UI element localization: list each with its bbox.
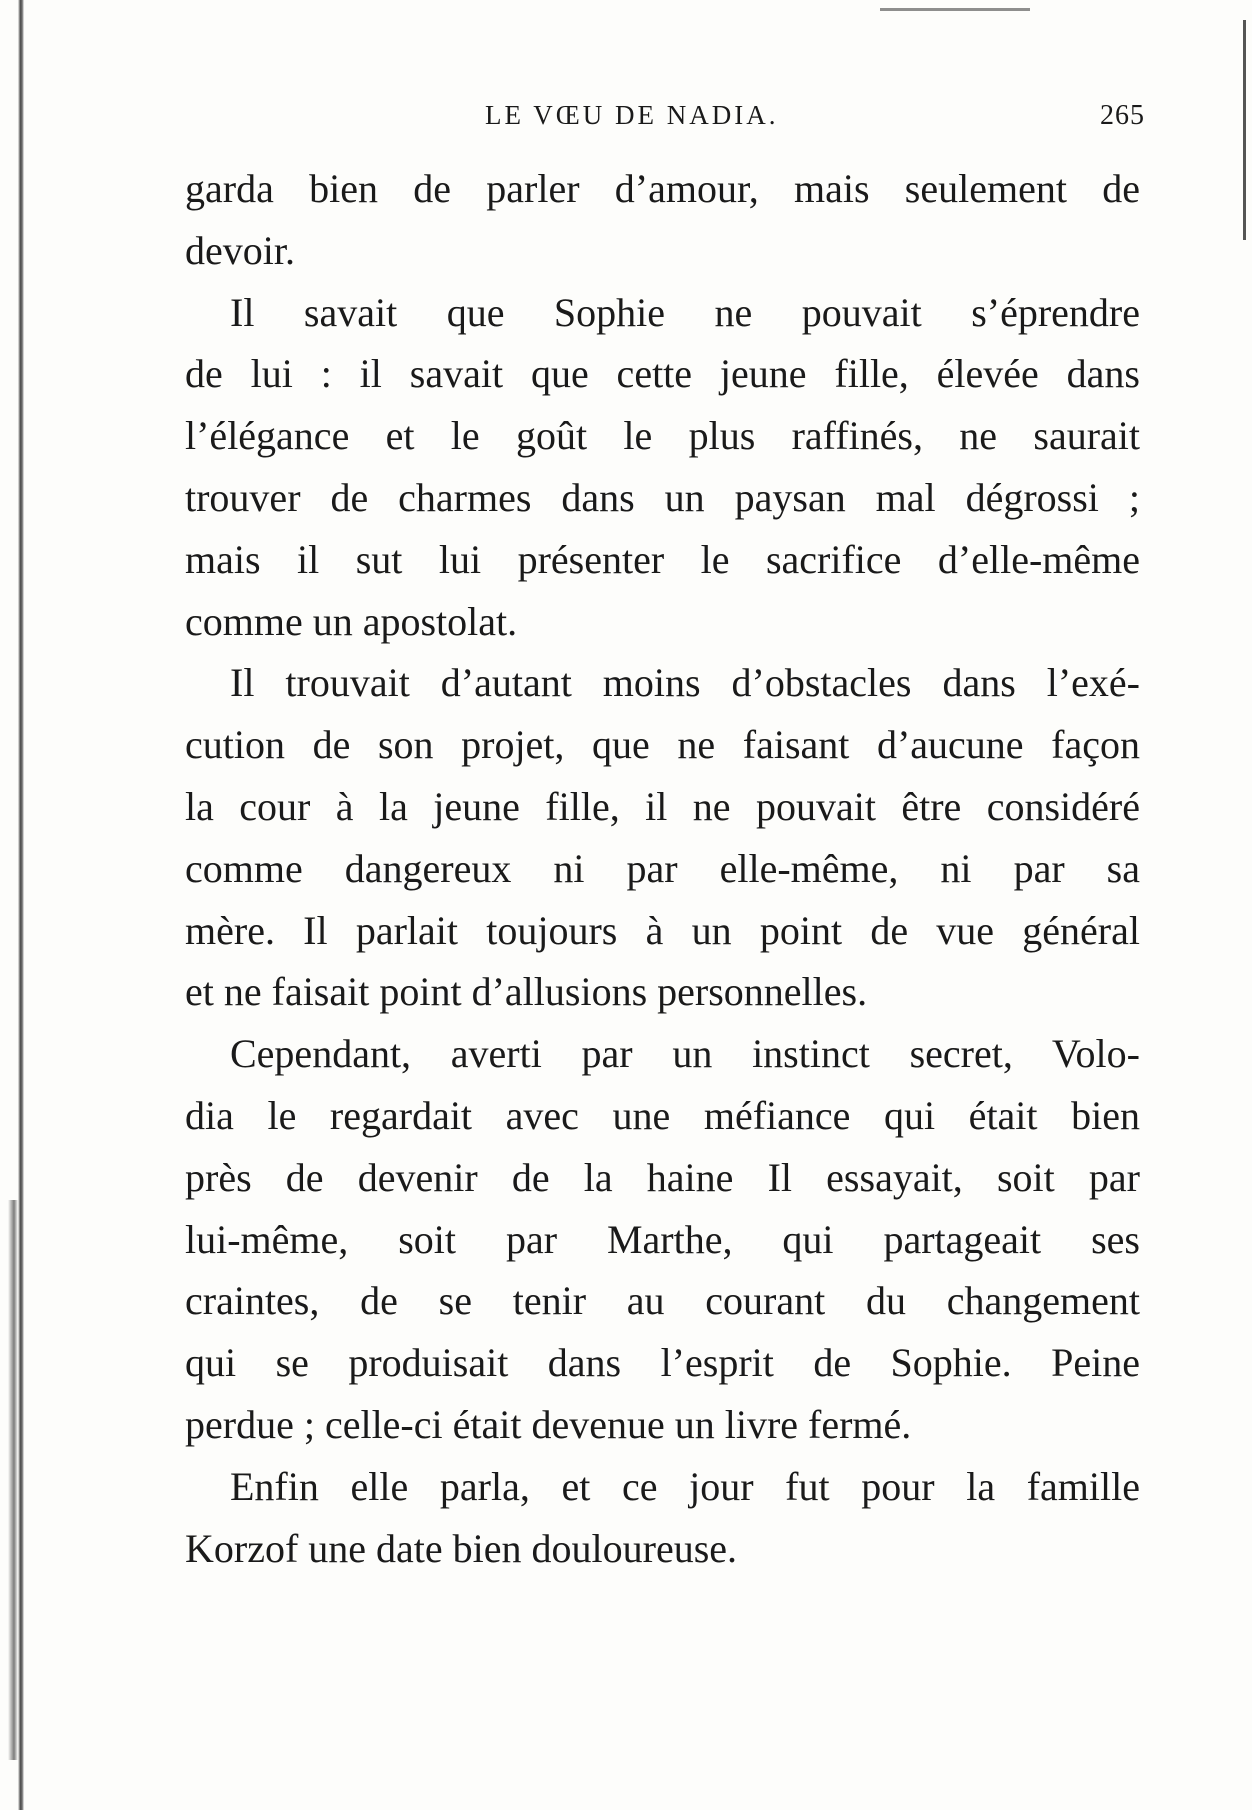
text-line: et ne faisait point d’allusions personnelles.: [185, 969, 868, 1015]
text-line: Il savait que Sophie ne pouvait s’éprendre: [230, 289, 1140, 335]
text-line: près de devenir de la haine Il essayait, soit par: [185, 1154, 1140, 1200]
running-title: LE VŒU DE NADIA.: [485, 100, 779, 130]
page-edge-right: [1243, 20, 1246, 240]
page-edge-top: [880, 8, 1030, 11]
text-line: Il trouvait d’autant moins d’obstacles dans l’exé-: [230, 660, 1140, 706]
text-line: comme dangereux ni par elle-même, ni par sa: [185, 845, 1140, 891]
text-line: mais il sut lui présenter le sacrifice d’elle-même: [185, 536, 1140, 582]
text-line: dia le regardait avec une méfiance qui était bien: [185, 1092, 1140, 1138]
text-line: garda bien de parler d’amour, mais seulement de: [185, 166, 1140, 211]
text-line: comme un apostolat.: [185, 598, 518, 644]
text-line: Enfin elle parla, et ce jour fut pour la famille: [230, 1463, 1140, 1509]
text-line: trouver de charmes dans un paysan mal dégrossi ;: [185, 474, 1140, 520]
text-line: perdue ; celle-ci était devenue un livre fermé.: [185, 1401, 912, 1447]
text-line: lui-même, soit par Marthe, qui partageait ses: [185, 1216, 1140, 1262]
text-line: devoir.: [185, 227, 295, 273]
text-line: craintes, de se tenir au courant du changement: [185, 1278, 1140, 1324]
text-line: cution de son projet, que ne faisant d’aucune façon: [185, 722, 1140, 768]
text-line: mère. Il parlait toujours à un point de vue général: [185, 907, 1140, 953]
body-text: [185, 158, 1140, 1579]
page-number: 265: [1100, 100, 1145, 131]
text-line: de lui : il savait que cette jeune fille, élevée dans: [185, 351, 1140, 397]
text-line: Korzof une date bien douloureuse.: [185, 1525, 738, 1571]
binding-edge-shadow: [18, 0, 24, 1810]
running-head: [185, 100, 1145, 140]
binding-edge-shadow-lower: [8, 1200, 18, 1760]
text-line: la cour à la jeune fille, il ne pouvait être considéré: [185, 783, 1140, 829]
text-line: Cependant, averti par un instinct secret, Volo-: [230, 1031, 1140, 1077]
text-line: qui se produisait dans l’esprit de Sophie. Peine: [185, 1340, 1140, 1386]
text-line: l’élégance et le goût le plus raffinés, ne saurait: [185, 413, 1140, 459]
